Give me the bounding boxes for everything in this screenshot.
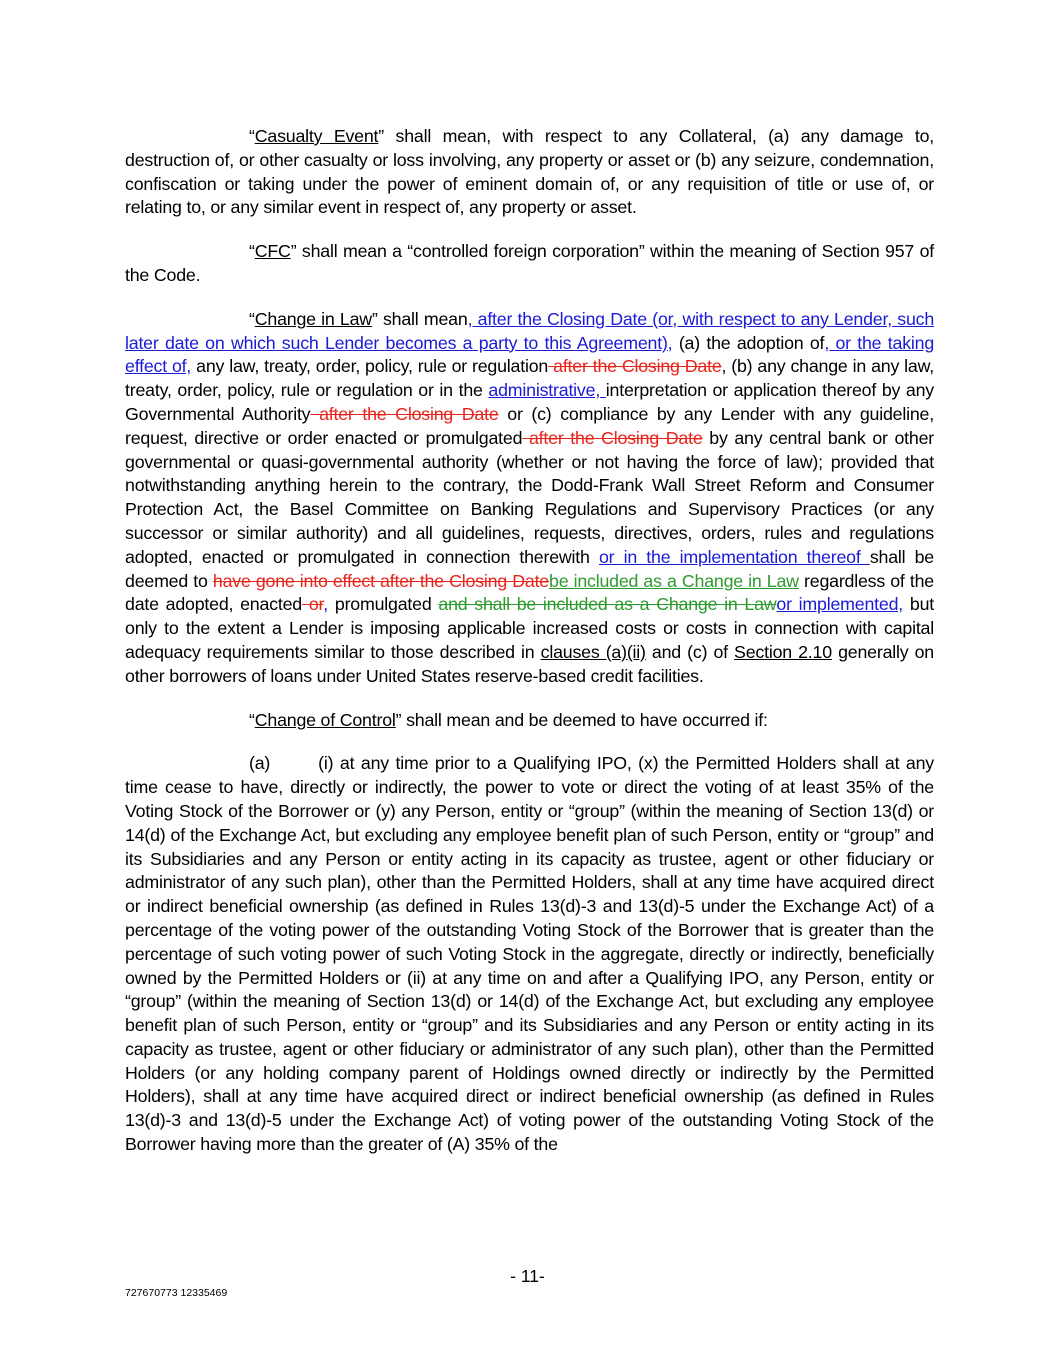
text-run: but only to the extent a Lender is imposing applicable increased costs or costs in connection with capital adequacy requirements similar to those described in — [125, 594, 934, 662]
text-run: , (b) any change in any law, treaty, order, policy, rule or regulation or in the — [125, 356, 934, 401]
insertion: administrative, — [488, 380, 606, 401]
insertion: , — [323, 594, 329, 615]
text-run: promulgated — [328, 594, 439, 615]
deletion: have gone into effect after the Closing Date — [212, 570, 549, 591]
text-run: or (c) compliance by any Lender with any guideline, request, directive or order enacted or promulgated — [125, 403, 934, 448]
deletion: after the Closing Date — [310, 403, 499, 424]
text-run: by any central bank or other governmental or quasi-governmental authority (whether or not having the force of law); provided that notwithstanding anything herein to the contrary, the Dodd-Frank Wall Street Reform and Consumer Protection Act, the Basel Committee on Banking Regulations and Supervisory Practices (or any successor or similar authority) and all guidelines, requests, directives, orders, rules and regulations adopted, enacted or promulgated in connection therewith — [125, 427, 934, 567]
defined-term: Casualty Event — [254, 126, 379, 146]
definition-change-in-law: “Change in Law” shall mean, after the Closing Date (or, with respect to any Lender, such later date on which such Lender becomes a party to this Agreement), (a) the adoption of, or the taking effect of, any law, treaty, order, policy, rule or regulation after the Closing Date, (b) any change in any law, treaty, order, policy, rule or regulation or in the administrative, interpretation or application thereof by any Governmental Authority after the Closing Date or (c) compliance by any Lender with any guideline, request, directive or order enacted or promulgated after the Closing Date by any central bank or other governmental or quasi-governmental authority (whether or not having the force of law); provided that notwithstanding anything herein to the contrary, the Dodd-Frank Wall Street Reform and Consumer Protection Act, the Basel Committee on Banking Regulations and Supervisory Practices (or any successor or similar authority) and all guidelines, requests, directives, orders, rules and regulations adopted, enacted or promulgated in connection therewith or in the implementation thereof shall be deemed to have gone into effect after the Closing Datebe included as a Change in Law regardless of the date adopted, enacted or, promulgated and shall be included as a Change in Lawor implemented, but only to the extent a Lender is imposing applicable increased costs or costs in connection with capital adequacy requirements similar to those described in clauses (a)(ii) and (c) of Section 2.10 generally on other borrowers of loans under United States reserve-based credit facilities. — [125, 308, 935, 686]
clause-text: (i) at any time prior to a Qualifying IPO, (x) the Permitted Holders shall at any time cease to have, directly or indirectly, the power to vote or direct the voting of at least 35% of the Voting Stock of the Borrower or (y) any Person, entity or “group” (within the meaning of Section 13(d) or 14(d) of the Exchange Act, but excluding any employee benefit plan of such Person, entity or “group” and its Subsidiaries and any Person or entity acting in its capacity as trustee, agent or other fiduciary or administrator of any such plan), other than the Permitted Holders, shall at any time have acquired direct or indirect beneficial ownership (as defined in Rules 13(d)-3 and 13(d)-5 under the Exchange Act) of a percentage of the voting power of the outstanding Voting Stock of the Borrower that is greater than the percentage of such voting power of such Voting Stock in the aggregate, directly or indirectly, beneficially owned by the Permitted Holders or (ii) at any time on and after a Qualifying IPO, any Person, entity or “group” (within the meaning of Section 13(d) or 14(d) of the Exchange Act, but excluding any employee benefit plan of such Person, entity or “group” and its Subsidiaries and any Person or entity acting in its capacity as trustee, agent or other fiduciary or administrator of any such plan), other than the Permitted Holders (or any holding company parent of Holdings owned directly or indirectly by the Permitted Holders), shall at any time have acquired direct or indirect beneficial ownership (as defined in Rules 13(d)-3 and 13(d)-5 under the Exchange Act) of voting power of the outstanding Voting Stock of the Borrower having more than the greater of (A) 35% of the — [125, 753, 934, 1155]
definition-text: ” shall mean and be deemed to have occurred if: — [395, 709, 768, 730]
text-run: interpretation or application thereof by any Governmental Authority — [125, 380, 934, 424]
insertion: , or the taking effect of, — [125, 332, 935, 377]
definition-casualty-event: “Casualty Event” shall mean, with respect to any Collateral, (a) any damage to, destruction of, or other casualty or loss involving, any property or asset or (b) any seizure, condemnation, confiscation or taking under the power of eminent domain of, or any requisition of title or use of, or relating to, or any similar event in respect of, any property or asset. — [125, 126, 935, 218]
definition-change-of-control: “Change of Control” shall mean and be deemed to have occurred if: — [249, 709, 768, 730]
clause-a — [125, 752, 934, 1157]
cross-reference: Section 2.10 — [734, 641, 832, 662]
definition-text: ” shall mean a “controlled foreign corporation” within the meaning of Section 957 of the Code. — [125, 241, 934, 285]
moved-insertion: be included as a Change in Law — [549, 570, 799, 591]
text-run: regardless of the date adopted, enacted — [125, 570, 934, 615]
document-id: 727670773 12335469 — [125, 1287, 228, 1299]
clause-label: (a) — [249, 753, 271, 774]
text-run: generally on other borrowers of loans under United States reserve-based credit facilities. — [125, 641, 934, 686]
definition-cfc: “CFC” shall mean a “controlled foreign corporation” within the meaning of Section 957 of the Code. — [125, 241, 934, 285]
moved-deletion: and shall be included as a Change in Law — [438, 594, 777, 615]
defined-term: CFC — [254, 241, 291, 262]
document-body — [125, 125, 934, 1177]
defined-term: Change of Control — [254, 709, 396, 730]
text-run: and (c) of — [645, 641, 735, 662]
text-run: ” shall mean — [371, 308, 468, 329]
page-number: - 11- — [510, 1266, 545, 1286]
insertion: , after the Closing Date (or, with respect to any Lender, such later date on which such Lender becomes a party to this Agreement), — [125, 308, 935, 353]
defined-term: Change in Law — [254, 308, 372, 329]
deletion: after the Closing Date — [522, 427, 703, 448]
text-run: shall be deemed to — [125, 546, 934, 591]
deletion: after the Closing Date — [548, 356, 722, 377]
text-run: any law, treaty, order, policy, rule or regulation — [191, 356, 549, 377]
insertion: or implemented, — [776, 594, 904, 615]
insertion: or in the implementation thereof — [598, 546, 870, 567]
deletion: or — [302, 594, 324, 615]
definition-text: ” shall mean, with respect to any Collateral, (a) any damage to, destruction of, or other casualty or loss involving, any property or asset or (b) any seizure, condemnation, confiscation or taking under the power of eminent domain of, or any requisition of title or use of, or relating to, or any similar event in respect of, any property or asset. — [125, 126, 935, 218]
cross-reference: clauses (a)(ii) — [540, 641, 646, 662]
text-run: (a) the adoption of — [672, 332, 825, 353]
